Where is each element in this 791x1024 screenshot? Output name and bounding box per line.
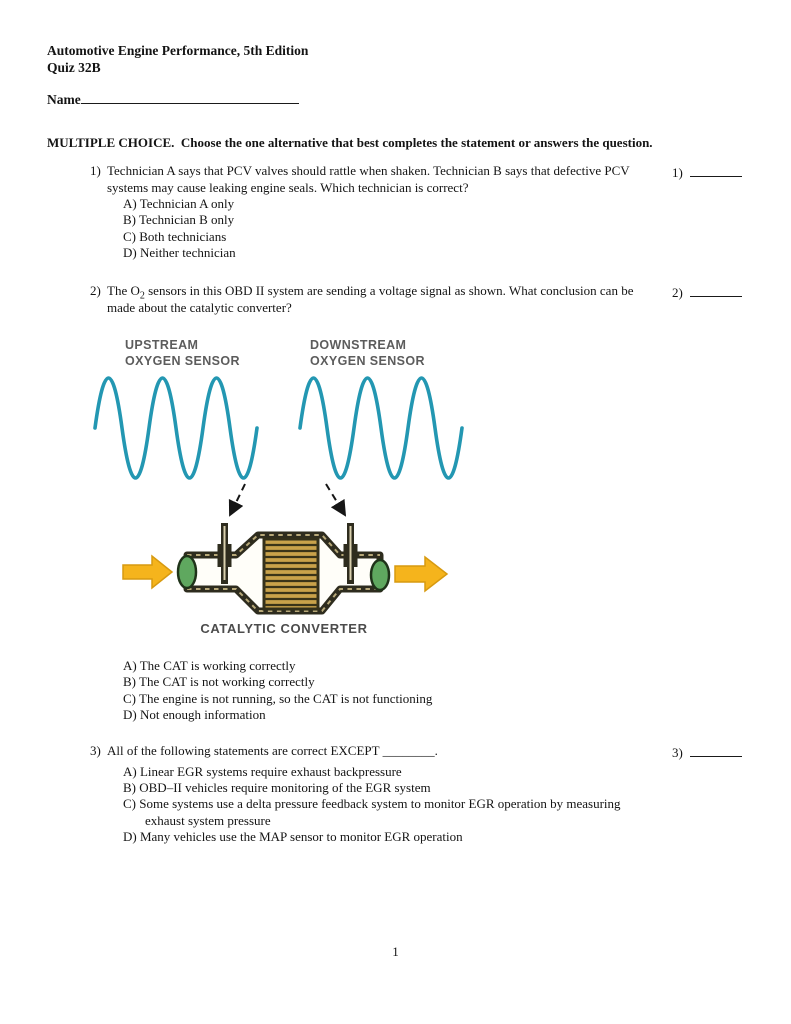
question-3-choices: [123, 764, 670, 845]
question-3-text: All of the following statements are correct EXCEPT ________.: [107, 743, 438, 759]
question-2-choice-c: C) The engine is not running, so the CAT is not functioning: [123, 690, 433, 706]
question-1-choice-c: C) Both technicians: [123, 228, 227, 244]
question-2-text-pre: The O: [107, 283, 140, 299]
question-2-text-post: sensors in this OBD II system are sending a voltage signal as shown. What conclusion can be made about the catalytic converter?: [107, 283, 634, 315]
question-3-choice-b: B) OBD–II vehicles require monitoring of the EGR system: [123, 780, 431, 796]
downstream-pointer-arrow: [326, 484, 345, 515]
upstream-pointer-arrow: [230, 484, 245, 515]
instructions: [47, 134, 745, 151]
question-2-stem: [90, 283, 670, 316]
question-3-choice-c: C) Some systems use a delta pressure feedback system to monitor EGR operation by measuring exhaust system pressure: [123, 796, 621, 828]
outlet-flow-arrow: [395, 557, 447, 591]
question-3-answer-line: [690, 743, 742, 757]
question-2-choice-a: A) The CAT is working correctly: [123, 658, 296, 674]
question-1-number: 1): [90, 163, 101, 178]
name-blank-line: [81, 90, 299, 104]
question-2-answer-number: 2): [672, 285, 683, 301]
upstream-sensor-label-line2: OXYGEN SENSOR: [125, 354, 240, 369]
converter-label: CATALYTIC CONVERTER: [200, 621, 368, 637]
document-title: Automotive Engine Performance, 5th Edition: [47, 43, 309, 58]
name-row: [47, 90, 745, 108]
question-3-choice-d: D) Many vehicles use the MAP sensor to monitor EGR operation: [123, 829, 463, 845]
instructions-label: MULTIPLE CHOICE.: [47, 135, 175, 150]
question-3-choice-a: A) Linear EGR systems require exhaust backpressure: [123, 763, 402, 779]
question-2-choices: [123, 658, 745, 723]
inlet-flow-arrow: [123, 556, 172, 588]
question-1-answer-area: [672, 163, 745, 181]
document-header: [47, 42, 745, 76]
catalytic-converter-diagram: [88, 332, 608, 644]
quiz-number: Quiz 32B: [47, 60, 101, 75]
question-1-answer-number: 1): [672, 165, 683, 180]
question-2-choice-d: D) Not enough information: [123, 707, 266, 723]
upstream-sensor-label-line1: UPSTREAM: [125, 338, 199, 353]
question-2-choice-b: B) The CAT is not working correctly: [123, 674, 315, 690]
question-1-text: Technician A says that PCV valves should rattle when shaken. Technician B says that defective PCV systems may cause leaking engine seals. Which technician is correct?: [107, 163, 630, 195]
question-2-answer-area: [672, 283, 745, 301]
inlet-end-cap: [178, 556, 196, 588]
name-label: Name: [47, 92, 81, 107]
question-1-choice-d: D) Neither technician: [123, 244, 236, 260]
outlet-end-cap: [371, 560, 389, 590]
question-3-body: [90, 743, 670, 845]
question-2-body: [90, 283, 670, 316]
question-1: [90, 163, 745, 261]
downstream-sensor-label-line1: DOWNSTREAM: [310, 338, 407, 353]
question-2-text-subscript: 2: [139, 290, 145, 302]
downstream-sensor-label-line2: OXYGEN SENSOR: [310, 354, 425, 369]
question-2: [90, 283, 745, 316]
instructions-text: Choose the one alternative that best completes the statement or answers the question.: [180, 135, 653, 150]
question-1-choices: [123, 196, 670, 261]
question-2-answer-line: [690, 283, 742, 297]
question-3-answer-area: [672, 743, 745, 761]
upstream-waveform: [95, 378, 257, 478]
question-1-answer-line: [690, 163, 742, 177]
question-1-choice-b: B) Technician B only: [123, 212, 235, 228]
question-2-number: 2): [90, 283, 101, 299]
question-3-stem: [90, 743, 670, 760]
question-2-text: [107, 283, 659, 316]
question-1-stem: [90, 163, 670, 196]
downstream-waveform: [300, 378, 462, 478]
page-number: 1: [392, 944, 399, 959]
question-3: [90, 743, 745, 845]
question-3-number: 3): [90, 743, 101, 759]
question-1-body: [90, 163, 670, 261]
question-3-answer-number: 3): [672, 745, 683, 761]
question-1-choice-a: A) Technician A only: [123, 196, 235, 211]
